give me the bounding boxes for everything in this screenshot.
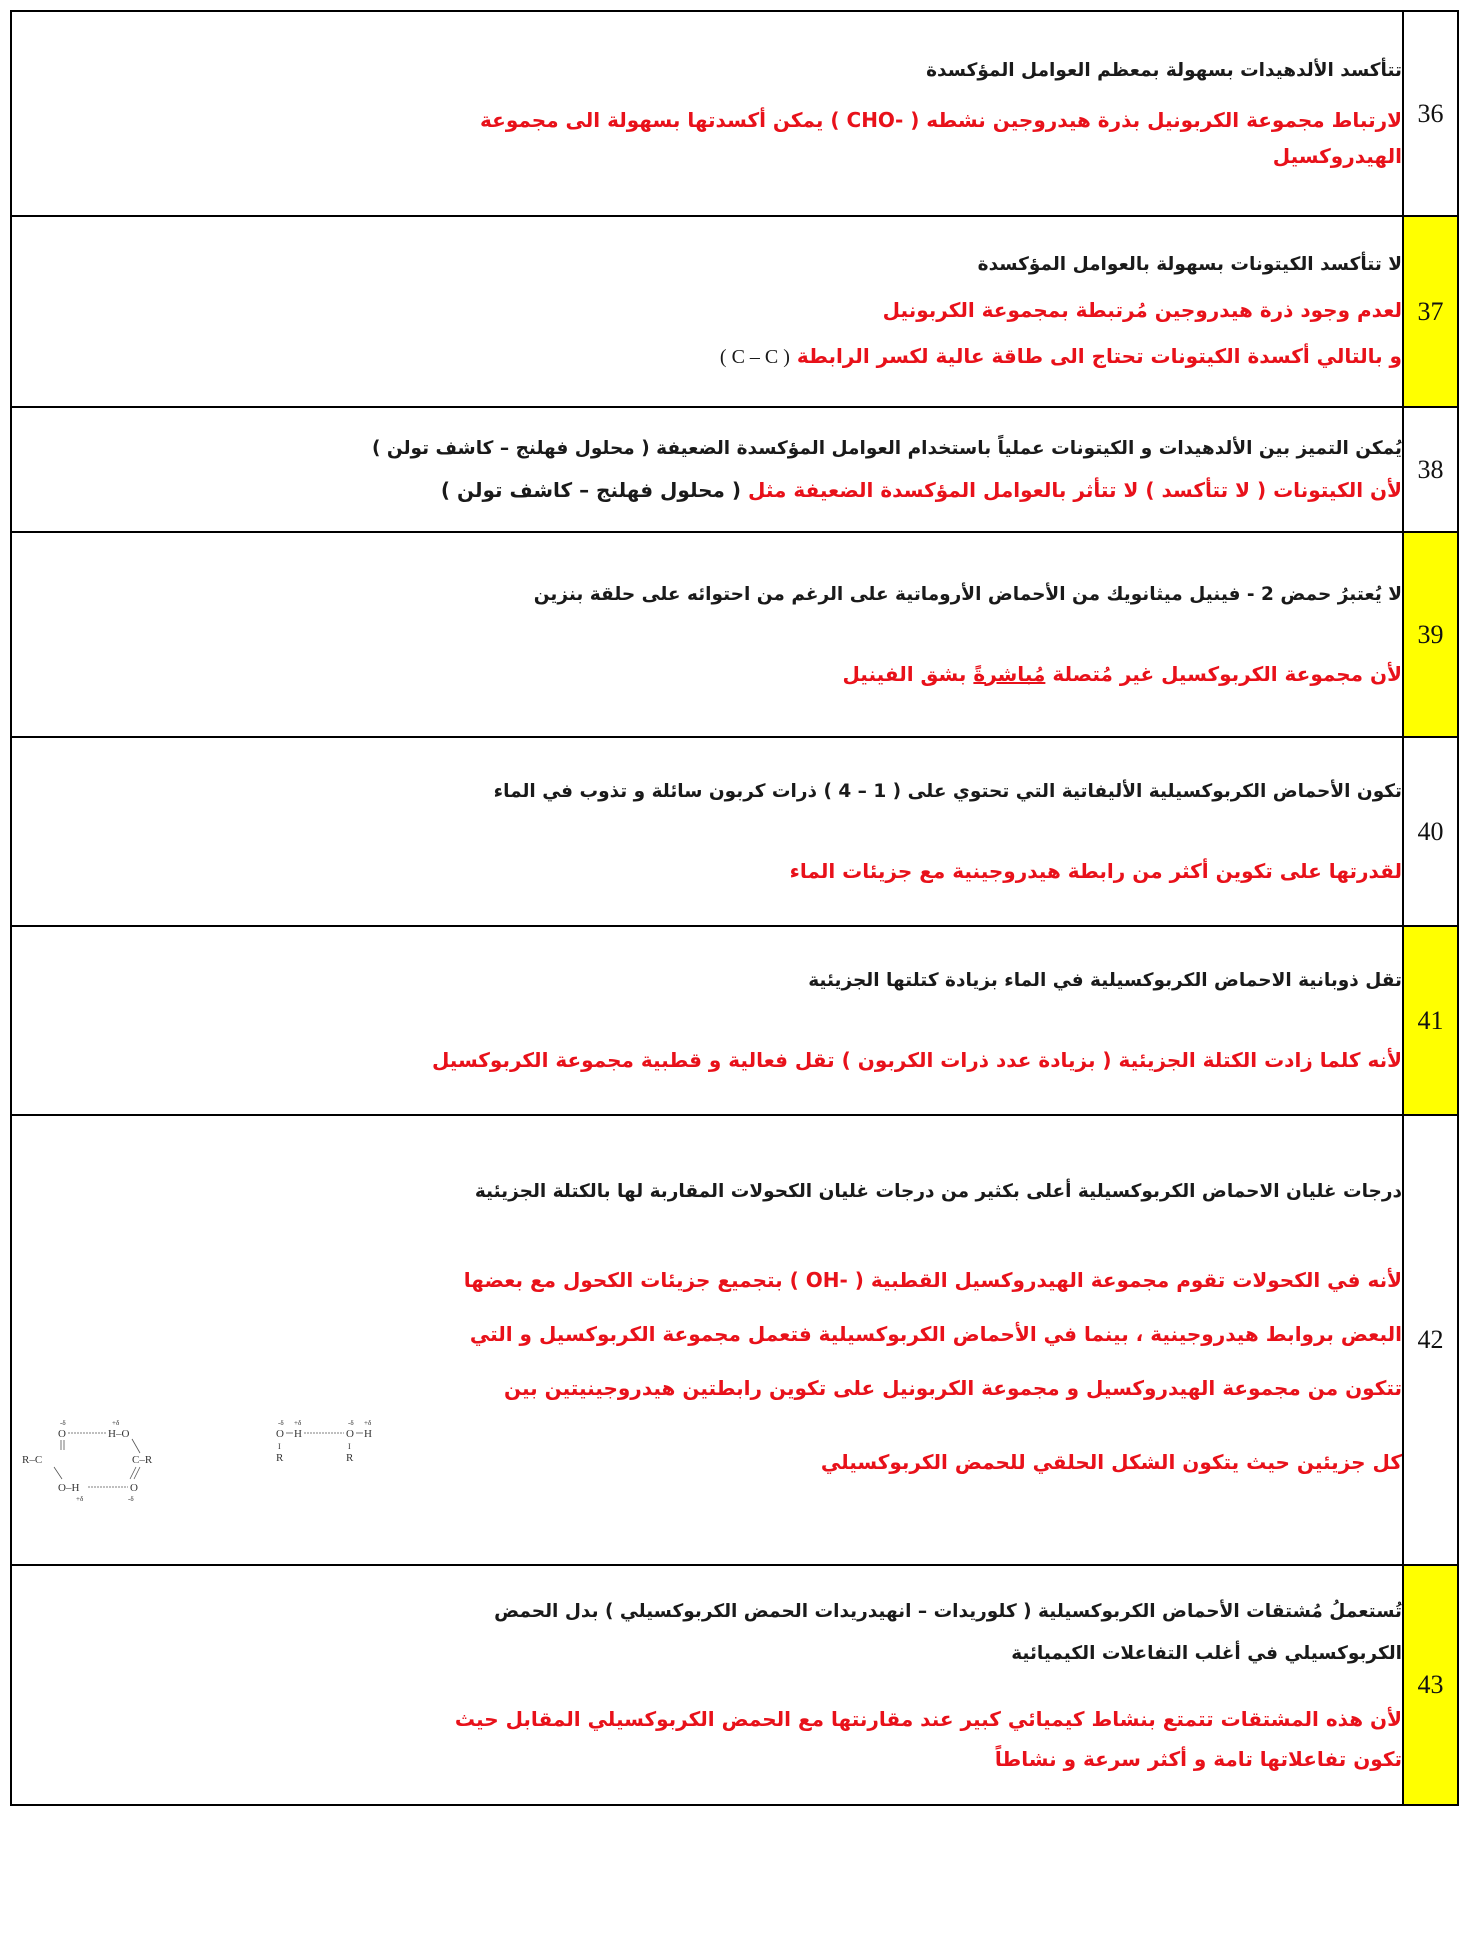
partial-charge-label: +δ [76, 1495, 84, 1503]
answer-part-black: ( محلول فهلنج – كاشف تولن ) [440, 477, 742, 502]
row-number: 36 [1403, 11, 1458, 216]
answer-text: الهيدروكسيل [1272, 143, 1402, 168]
row-content [11, 216, 1403, 407]
atom-label: H–O [108, 1428, 130, 1440]
question-text: تتأكسد الألدهيدات بسهولة بمعظم العوامل المؤكسدة [926, 59, 1402, 81]
answer-text: تكون تفاعلاتها تامة و أكثر سرعة و نشاطاً [994, 1747, 1402, 1771]
hydrogen-bond-diagram [12, 1417, 402, 1507]
answer-text [12, 474, 1402, 506]
atom-label: C–R [132, 1454, 153, 1466]
row-number: 40 [1403, 737, 1458, 926]
partial-charge-label: +δ [364, 1419, 372, 1427]
answer-text: لقدرتها على تكوين أكثر من رابطة هيدروجينية مع جزيئات الماء [789, 858, 1402, 883]
partial-charge-label: +δ [112, 1419, 120, 1427]
table-row [11, 1565, 1458, 1805]
table-row [11, 11, 1458, 216]
question-text: تكون الأحماض الكربوكسيلية الأليفاتية التي تحتوي على ( 1 – 4 ) ذرات كربون سائلة و تذوب في الماء [493, 780, 1402, 802]
atom-label: O [346, 1428, 354, 1440]
row-content [11, 407, 1403, 532]
atom-label: R–C [22, 1454, 43, 1466]
partial-charge-label: -δ [60, 1419, 66, 1427]
answer-text: لارتباط مجموعة الكربونيل بذرة هيدروجين نشطه ( -CHO ) يمكن أكسدتها بسهولة الى مجموعة [480, 107, 1402, 132]
atom-label: O [130, 1482, 138, 1494]
partial-charge-label: -δ [278, 1419, 284, 1427]
table-row [11, 737, 1458, 926]
question-text: تُستعملُ مُشتقات الأحماض الكربوكسيلية ( كلوريدات – انهيدريدات الحمض الكربوكسيلي ) بدل الحمض [494, 1601, 1402, 1622]
linear-dimer-structure [276, 1419, 372, 1464]
partial-charge-label: -δ [348, 1419, 354, 1427]
partial-charge-label: +δ [294, 1419, 302, 1427]
table-row [11, 216, 1458, 407]
row-number: 39 [1403, 532, 1458, 737]
question-text: الكربوكسيلي في أغلب التفاعلات الكيميائية [1011, 1643, 1402, 1664]
cyclic-dimer-structure [22, 1419, 153, 1503]
atom-label: O [276, 1428, 284, 1440]
row-number: 38 [1403, 407, 1458, 532]
answer-text: البعض بروابط هيدروجينية ، بينما في الأحماض الكربوكسيلية فتعمل مجموعة الكربوكسيل و التي [469, 1322, 1402, 1346]
answer-text [12, 658, 1402, 690]
row-number: 37 [1403, 216, 1458, 407]
bond-label: I [348, 1442, 351, 1451]
question-text: لا يُعتبرُ حمض 2 - فينيل ميثانويك من الأحماض الأروماتية على الرغم من احتوائه على حلقة بنزين [533, 583, 1402, 605]
answer-text [12, 340, 1402, 373]
answer-text: كل جزيئين حيث يتكون الشكل الحلقي للحمض الكربوكسيلي [820, 1450, 1402, 1474]
row-content [11, 11, 1403, 216]
table-row [11, 1115, 1458, 1565]
atom-label: R [346, 1452, 354, 1464]
answer-text: لأنه في الكحولات تقوم مجموعة الهيدروكسيل القطبية ( -OH ) بتجميع جزيئات الكحول مع بعضها [463, 1268, 1402, 1292]
question-text: يُمكن التميز بين الألدهيدات و الكيتونات عملياً باستخدام العوامل المؤكسدة الضعيفة ( محلول فهلنج – كاشف تولن ) [372, 437, 1402, 459]
row-number: 41 [1403, 926, 1458, 1115]
table-row [11, 407, 1458, 532]
answer-with-diagram [12, 1417, 1402, 1507]
question-text: لا تتأكسد الكيتونات بسهولة بالعوامل المؤكسدة [977, 254, 1402, 275]
atom-label: H [294, 1428, 302, 1440]
row-number: 42 [1403, 1115, 1458, 1565]
atom-label: R [276, 1452, 284, 1464]
row-content [11, 737, 1403, 926]
answer-part: لأن مجموعة الكربوكسيل غير مُتصلة [1052, 661, 1402, 686]
answer-text: لأن هذه المشتقات تتمتع بنشاط كيميائي كبير عند مقارنتها مع الحمض الكربوكسيلي المقابل حيث [454, 1707, 1402, 1731]
atom-label: O [58, 1428, 66, 1440]
table-row [11, 926, 1458, 1115]
answer-text: تتكون من مجموعة الهيدروكسيل و مجموعة الكربونيل على تكوين رابطتين هيدروجينيتين بين [504, 1376, 1402, 1400]
atom-label: H [364, 1428, 372, 1440]
table-row [11, 532, 1458, 737]
row-content [11, 1565, 1403, 1805]
row-number: 43 [1403, 1565, 1458, 1805]
row-content [11, 926, 1403, 1115]
answer-part: و بالتالي أكسدة الكيتونات تحتاج الى طاقة عالية لكسر الرابطة [796, 344, 1402, 368]
answer-part: لأن الكيتونات ( لا تتأكسد ) لا تتأثر بالعوامل المؤكسدة الضعيفة مثل [747, 477, 1402, 502]
partial-charge-label: -δ [128, 1495, 134, 1503]
atom-label: O–H [58, 1482, 80, 1494]
question-text: تقل ذوبانية الاحماض الكربوكسيلية في الماء بزيادة كتلتها الجزيئية [808, 969, 1402, 991]
question-text: درجات غليان الاحماض الكربوكسيلية أعلى بكثير من درجات غليان الكحولات المقاربة لها بالكتلة الجزيئية [474, 1181, 1402, 1202]
answer-part: بشق الفينيل [842, 661, 967, 686]
qa-table [10, 10, 1459, 1806]
bond-label: ( C – C ) [719, 346, 790, 368]
answer-text: لأنه كلما زادت الكتلة الجزيئية ( بزيادة عدد ذرات الكربون ) تقل فعالية و قطبية مجموعة الكربوكسيل [431, 1047, 1402, 1072]
row-content [11, 532, 1403, 737]
answer-underlined: مُباشرةً [973, 661, 1046, 686]
qa-sheet [10, 10, 1459, 1806]
bond-label: I [278, 1442, 281, 1451]
row-content [11, 1115, 1403, 1565]
answer-text: لعدم وجود ذرة هيدروجين مُرتبطة بمجموعة الكربونيل [882, 298, 1402, 322]
